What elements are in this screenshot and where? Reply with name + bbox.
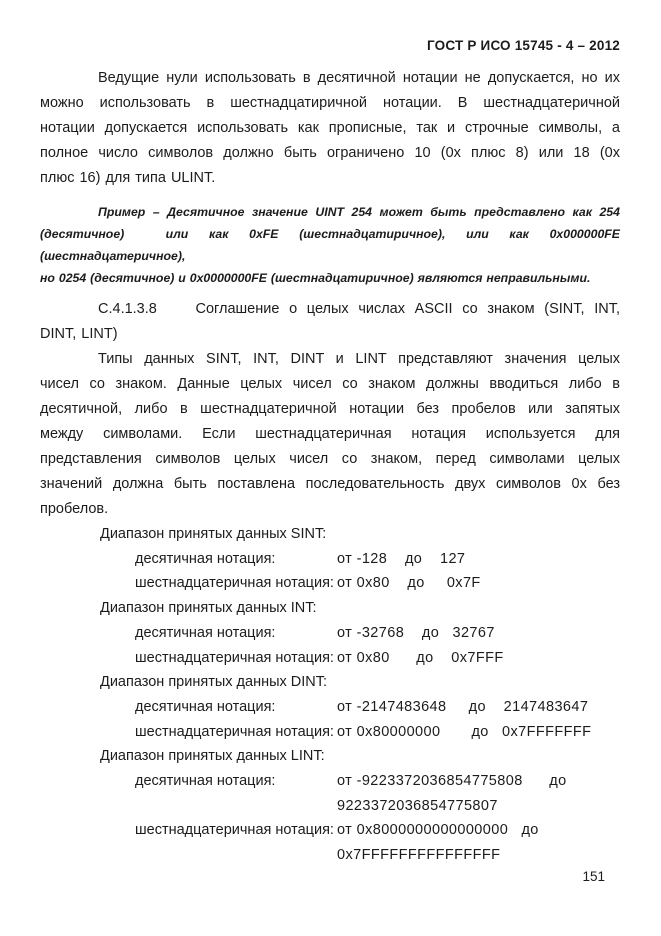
range-label: шестнадцатеричная нотация:: [135, 822, 334, 839]
range-value: от 0x80 до 0x7F: [337, 575, 481, 592]
range-value: 0x7FFFFFFFFFFFFFFF: [337, 847, 501, 864]
example-block: [40, 201, 620, 289]
range-value: от 0x80 до 0x7FFF: [337, 649, 504, 666]
paragraph-line: значений должна быть поставлена последовательность двух символов 0x без: [40, 476, 620, 492]
paragraph-line: пробелов.: [40, 501, 109, 517]
paragraph-leading-zeros: [40, 66, 620, 191]
range-row-hex-continuation: [40, 843, 620, 868]
range-row-hex: [40, 571, 620, 596]
range-title: Диапазон принятых данных SINT:: [100, 526, 327, 542]
range-label: шестнадцатеричная нотация:: [135, 649, 334, 666]
range-row-decimal-continuation: [40, 794, 620, 819]
range-row-decimal: [40, 547, 620, 572]
paragraph-line: десятичной, либо в шестнадцатеричной нотации без пробелов или запятых: [40, 401, 620, 417]
document-header: ГОСТ Р ИСО 15745 - 4 – 2012: [427, 38, 620, 53]
paragraph-line: Типы данных SINT, INT, DINT и LINT представляют значения целых: [98, 351, 620, 367]
paragraph-line: Ведущие нули использовать в десятичной нотации не допускается, но их: [98, 70, 620, 86]
paragraph-line: представления символов целых чисел со знаком, перед символами целых: [40, 451, 620, 467]
range-value: от 0x8000000000000000 до: [337, 822, 539, 839]
range-row-hex: [40, 720, 620, 745]
example-line: (десятичное) или как 0xFE (шестнадцатиричное), или как 0x000000FE (шестнадцатеричное),: [40, 227, 620, 263]
range-value: от -32768 до 32767: [337, 624, 495, 641]
section-heading-line: DINT, LINT): [40, 326, 118, 342]
range-group-dint: [40, 670, 620, 744]
range-label: десятичная нотация:: [135, 698, 276, 715]
range-value: от -9223372036854775808 до: [337, 773, 567, 790]
range-value: от 0x80000000 до 0x7FFFFFFF: [337, 723, 592, 740]
range-label: шестнадцатеричная нотация:: [135, 575, 334, 592]
paragraph-signed-integers: [40, 347, 620, 522]
range-title: Диапазон принятых данных LINT:: [100, 748, 325, 765]
range-label: десятичная нотация:: [135, 624, 276, 641]
range-label: шестнадцатеричная нотация:: [135, 723, 334, 740]
section-heading: [40, 297, 620, 347]
paragraph-line: между символами. Если шестнадцатеричная нотация используется для: [40, 426, 620, 442]
range-row-hex: [40, 646, 620, 671]
range-row-decimal: [40, 621, 620, 646]
paragraph-line: чисел со знаком. Данные целых чисел со знаком должны вводиться либо в: [40, 376, 620, 392]
range-value: от -2147483648 до 2147483647: [337, 698, 589, 715]
paragraph-line: нотации допускается использовать как прописные, так и строчные символы, а: [40, 120, 620, 136]
range-label: десятичная нотация:: [135, 550, 276, 567]
range-title: Диапазон принятых данных DINT:: [100, 674, 328, 691]
range-group-sint: [40, 522, 620, 596]
paragraph-line: плюс 16) для типа ULINT.: [40, 170, 216, 186]
range-value: от -128 до 127: [337, 550, 466, 567]
range-row-hex: [40, 818, 620, 843]
range-label-spacer: [135, 794, 337, 819]
range-group-lint: [40, 744, 620, 868]
paragraph-line: можно использовать в шестнадцатиричной нотации. В шестнадцатеричной: [40, 95, 620, 111]
paragraph-line: полное число символов должно быть ограничено 10 (0x плюс 8) или 18 (0x: [40, 145, 620, 161]
range-row-decimal: [40, 695, 620, 720]
section-heading-line: С.4.1.3.8 Соглашение о целых числах ASCII со знаком (SINT, INT,: [98, 301, 620, 317]
range-title: Диапазон принятых данных INT:: [100, 600, 317, 617]
range-group-int: [40, 596, 620, 670]
range-value: 9223372036854775807: [337, 797, 498, 814]
range-label: десятичная нотация:: [135, 773, 276, 790]
page-number: 151: [582, 869, 605, 884]
example-line: Пример – Десятичное значение UINT 254 может быть представлено как 254: [98, 205, 620, 219]
range-label-spacer: [135, 843, 337, 868]
data-ranges-section: [40, 522, 620, 868]
example-line: но 0254 (десятичное) и 0x0000000FE (шестнадцатиричное) являются неправильными.: [40, 271, 591, 285]
range-row-decimal: [40, 769, 620, 794]
